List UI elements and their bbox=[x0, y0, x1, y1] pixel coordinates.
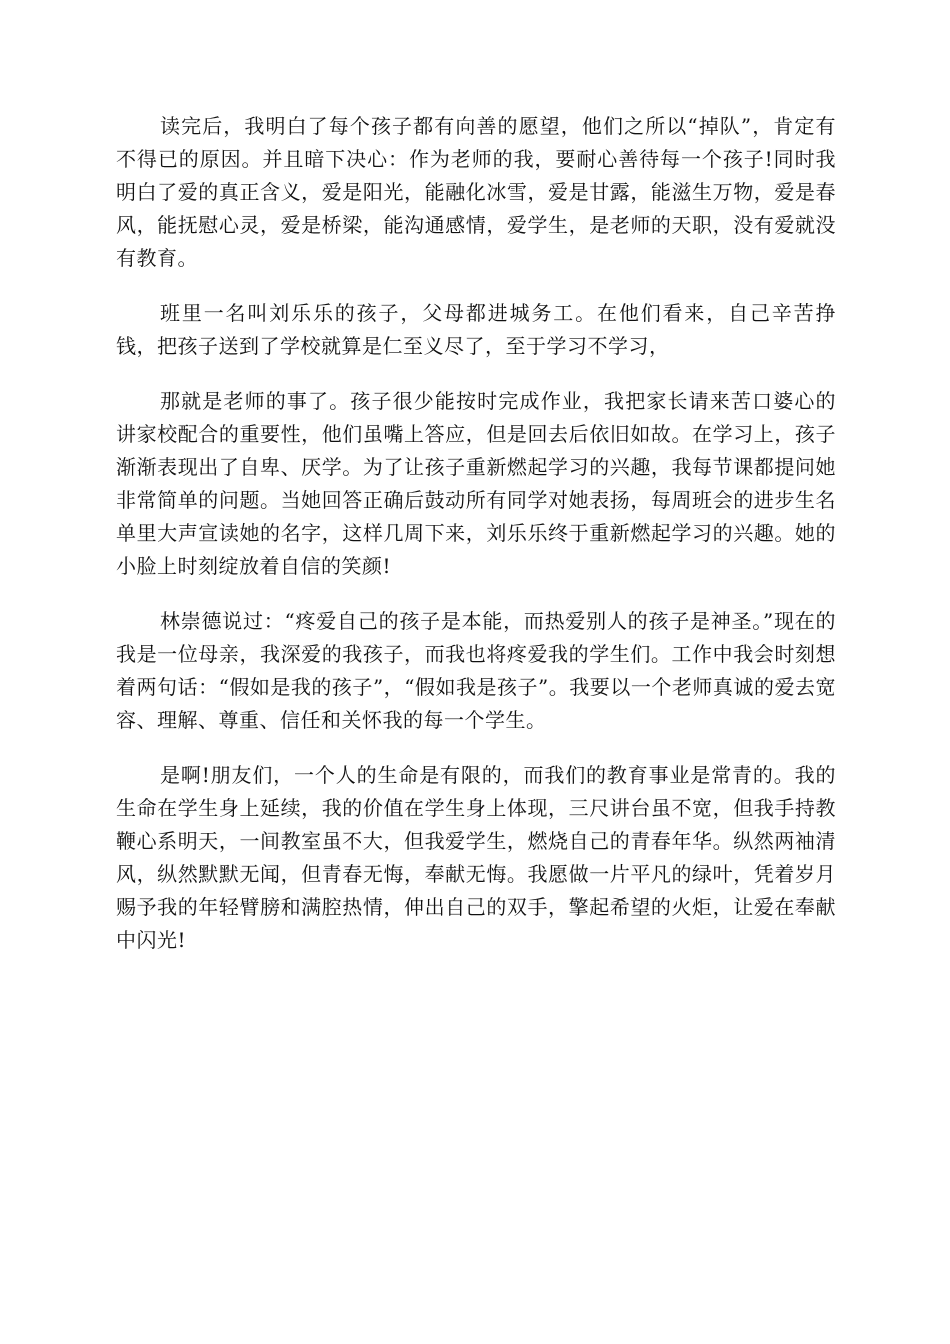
paragraph-5: 是啊!朋友们，一个人的生命是有限的，而我们的教育事业是常青的。我的生命在学生身上延续，我的价值在学生身上体现，三尺讲台虽不宽，但我手持教鞭心系明天，一间教室虽不大，但我爱学生，燃烧自己的青春年华。纵然两袖清风，纵然默默无闻，但青春无悔，奉献无悔。我愿做一片平凡的绿叶，凭着岁月赐予我的年轻臂膀和满腔热情，伸出自己的双手，擎起希望的火炬，让爱在奉献中闪光! bbox=[116, 763, 836, 952]
paragraph-2: 班里一名叫刘乐乐的孩子，父母都进城务工。在他们看来，自己辛苦挣钱，把孩子送到了学校就算是仁至义尽了，至于学习不学习， bbox=[116, 301, 836, 358]
paragraph-3: 那就是老师的事了。孩子很少能按时完成作业，我把家长请来苦口婆心的讲家校配合的重要性，他们虽嘴上答应，但是回去后依旧如故。在学习上，孩子渐渐表现出了自卑、厌学。为了让孩子重新燃起学习的兴趣，我每节课都提问她非常简单的问题。当她回答正确后鼓动所有同学对她表扬，每周班会的进步生名单里大声宣读她的名字，这样几周下来，刘乐乐终于重新燃起学习的兴趣。她的小脸上时刻绽放着自信的笑颜! bbox=[116, 389, 836, 578]
document-body bbox=[116, 110, 836, 979]
paragraph-4: 林崇德说过：“疼爱自己的孩子是本能，而热爱别人的孩子是神圣。”现在的我是一位母亲，我深爱的我孩子，而我也将疼爱我的学生们。工作中我会时刻想着两句话：“假如是我的孩子”，“假如我是孩子”。我要以一个老师真诚的爱去宽容、理解、尊重、信任和关怀我的每一个学生。 bbox=[116, 609, 836, 732]
paragraph-1: 读完后，我明白了每个孩子都有向善的愿望，他们之所以“掉队”，肯定有不得已的原因。并且暗下决心：作为老师的我，要耐心善待每一个孩子!同时我明白了爱的真正含义，爱是阳光，能融化冰雪，爱是甘露，能滋生万物，爱是春风，能抚慰心灵，爱是桥梁，能沟通感情，爱学生，是老师的天职，没有爱就没有教育。 bbox=[116, 114, 836, 270]
